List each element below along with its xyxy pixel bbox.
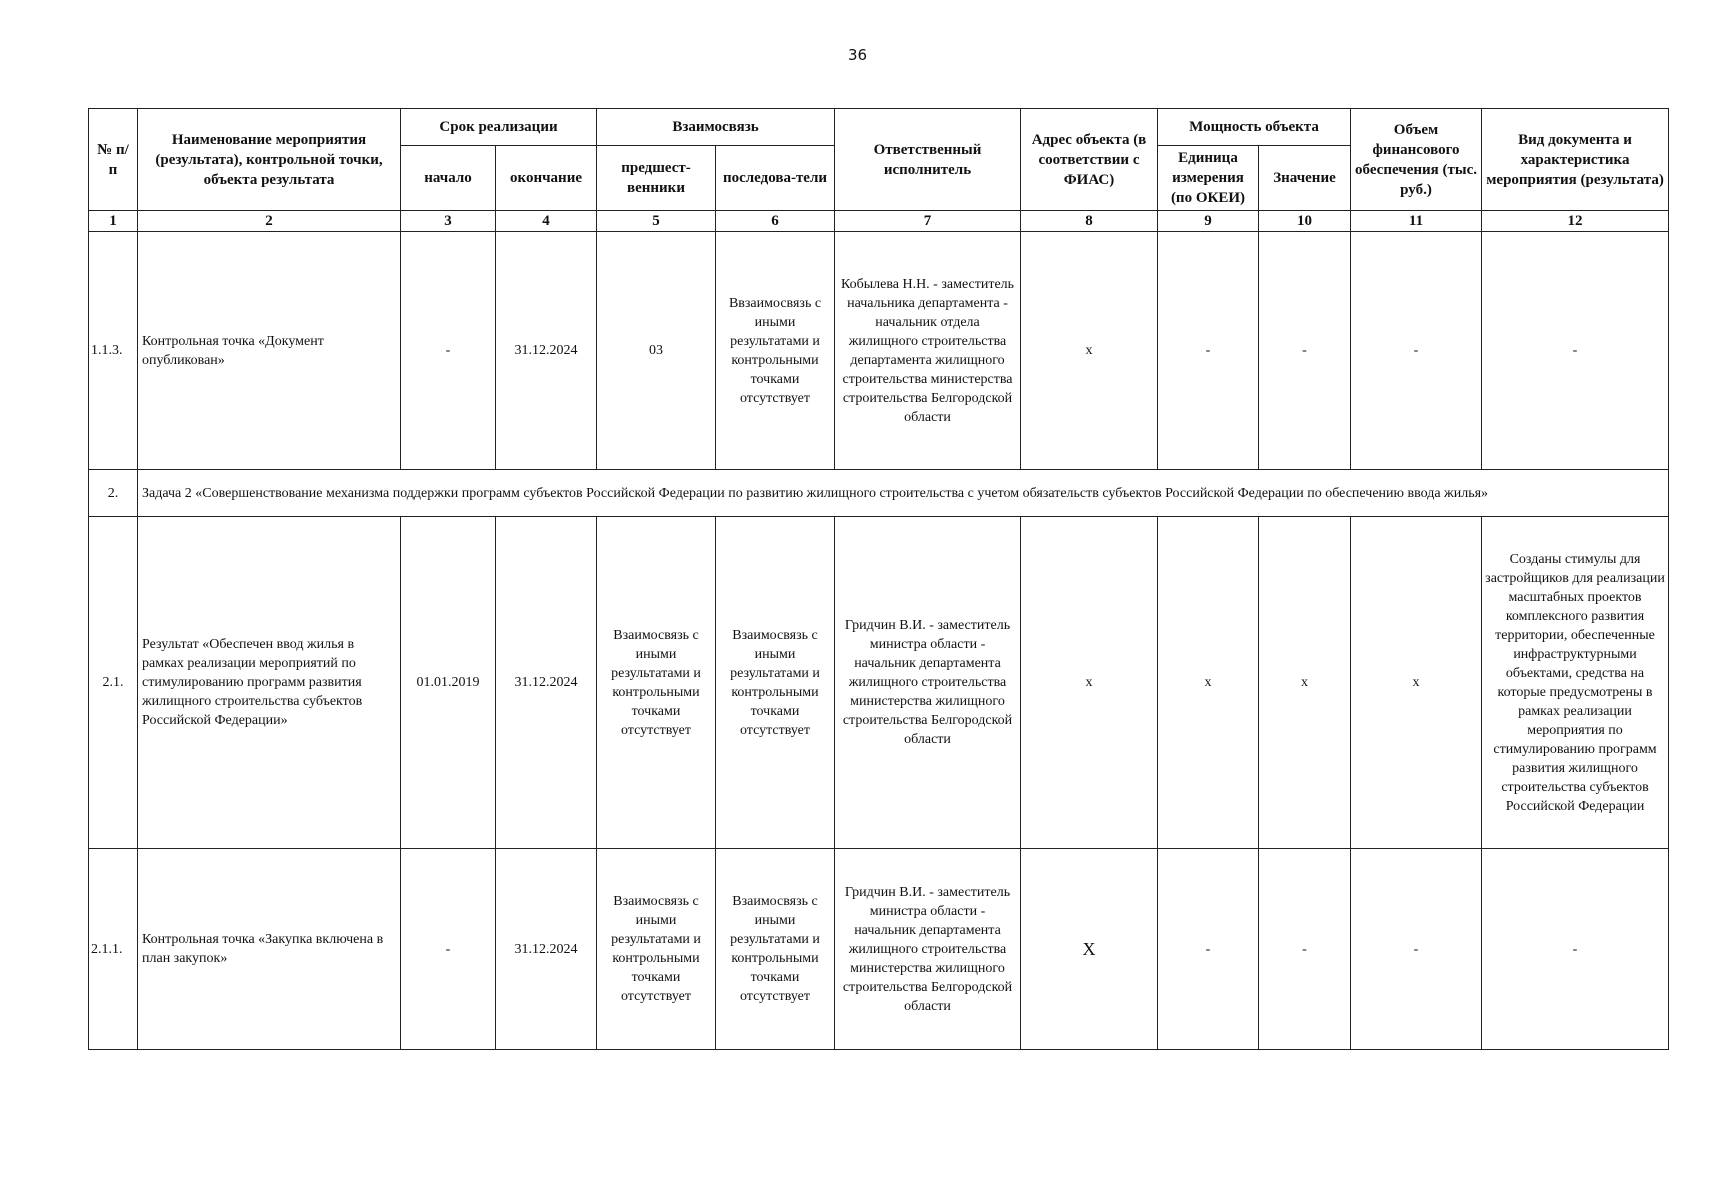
- row-predecessors: Взаимосвязь с иными результатами и контрольными точками отсутствует: [597, 849, 716, 1050]
- page-number: 36: [847, 46, 868, 64]
- row-unit: x: [1158, 517, 1259, 849]
- header-term-group: Срок реализации: [401, 109, 597, 146]
- table-row: [89, 517, 1669, 849]
- row-value: -: [1259, 232, 1351, 470]
- row-number: 2.1.1.: [89, 849, 138, 1050]
- row-predecessors: Взаимосвязь с иными результатами и контрольными точками отсутствует: [597, 517, 716, 849]
- plan-table: [88, 108, 1669, 1050]
- column-number: 3: [401, 211, 496, 232]
- row-financing: -: [1351, 849, 1482, 1050]
- row-successors: Ввзаимосвязь с иными результатами и контрольными точками отсутствует: [716, 232, 835, 470]
- row-unit: -: [1158, 232, 1259, 470]
- column-number: 11: [1351, 211, 1482, 232]
- header-financing: Объем финансового обеспечения (тыс. руб.): [1351, 109, 1482, 211]
- column-number: 5: [597, 211, 716, 232]
- header-row-1: [89, 109, 1669, 146]
- row-document: -: [1482, 849, 1669, 1050]
- column-number: 7: [835, 211, 1021, 232]
- row-address: x: [1021, 232, 1158, 470]
- header-start: начало: [401, 146, 496, 211]
- header-predecessors: предшест-венники: [597, 146, 716, 211]
- column-number: 2: [138, 211, 401, 232]
- row-value: -: [1259, 849, 1351, 1050]
- row-successors: Взаимосвязь с иными результатами и контрольными точками отсутствует: [716, 517, 835, 849]
- row-address: X: [1021, 849, 1158, 1050]
- header-unit: Единица измерения (по ОКЕИ): [1158, 146, 1259, 211]
- column-numbers-row: [89, 211, 1669, 232]
- header-end: окончание: [496, 146, 597, 211]
- row-name: Контрольная точка «Закупка включена в план закупок»: [138, 849, 401, 1050]
- row-number: 1.1.3.: [89, 232, 138, 470]
- row-responsible: Кобылева Н.Н. - заместитель начальника департамента - начальник отдела жилищного строительства департамента жилищного строительства министерства строительства Белгородской области: [835, 232, 1021, 470]
- row-financing: x: [1351, 517, 1482, 849]
- row-end: 31.12.2024: [496, 517, 597, 849]
- row-responsible: Гридчин В.И. - заместитель министра области - начальник департамента жилищного строительства министерства жилищного строительства Белгородской области: [835, 517, 1021, 849]
- header-link-group: Взаимосвязь: [597, 109, 835, 146]
- row-start: 01.01.2019: [401, 517, 496, 849]
- row-address: x: [1021, 517, 1158, 849]
- row-value: x: [1259, 517, 1351, 849]
- row-number: 2.1.: [89, 517, 138, 849]
- row-end: 31.12.2024: [496, 232, 597, 470]
- row-name: Результат «Обеспечен ввод жилья в рамках реализации мероприятий по стимулированию программ развития жилищного строительства субъектов Российской Федерации»: [138, 517, 401, 849]
- column-number: 1: [89, 211, 138, 232]
- column-number: 8: [1021, 211, 1158, 232]
- header-successors: последова-тели: [716, 146, 835, 211]
- column-number: 10: [1259, 211, 1351, 232]
- task-title: Задача 2 «Совершенствование механизма поддержки программ субъектов Российской Федерации по развитию жилищного строительства с учетом обязательств субъектов Российской Федерации по обеспечению ввода жилья»: [138, 470, 1669, 517]
- row-unit: -: [1158, 849, 1259, 1050]
- header-num: № п/п: [89, 109, 138, 211]
- table-row: [89, 849, 1669, 1050]
- header-name: Наименование мероприятия (результата), контрольной точки, объекта результата: [138, 109, 401, 211]
- header-document: Вид документа и характеристика мероприятия (результата): [1482, 109, 1669, 211]
- row-start: -: [401, 232, 496, 470]
- column-number: 4: [496, 211, 597, 232]
- header-value: Значение: [1259, 146, 1351, 211]
- row-financing: -: [1351, 232, 1482, 470]
- row-document: Созданы стимулы для застройщиков для реализации масштабных проектов комплексного развития территории, обеспеченные инфраструктурными объектами, средства на которые предусмотрены в рамках реализации мероприятия по стимулированию программ развития жилищного строительства субъектов Российской Федерации: [1482, 517, 1669, 849]
- row-number: 2.: [89, 470, 138, 517]
- task-row: [89, 470, 1669, 517]
- header-capacity-group: Мощность объекта: [1158, 109, 1351, 146]
- row-end: 31.12.2024: [496, 849, 597, 1050]
- header-address: Адрес объекта (в соответствии с ФИАС): [1021, 109, 1158, 211]
- row-responsible: Гридчин В.И. - заместитель министра области - начальник департамента жилищного строительства министерства жилищного строительства Белгородской области: [835, 849, 1021, 1050]
- row-successors: Взаимосвязь с иными результатами и контрольными точками отсутствует: [716, 849, 835, 1050]
- row-name: Контрольная точка «Документ опубликован»: [138, 232, 401, 470]
- row-start: -: [401, 849, 496, 1050]
- header-responsible: Ответственный исполнитель: [835, 109, 1021, 211]
- column-number: 9: [1158, 211, 1259, 232]
- row-predecessors: 03: [597, 232, 716, 470]
- column-number: 6: [716, 211, 835, 232]
- table-row: [89, 232, 1669, 470]
- row-document: -: [1482, 232, 1669, 470]
- column-number: 12: [1482, 211, 1669, 232]
